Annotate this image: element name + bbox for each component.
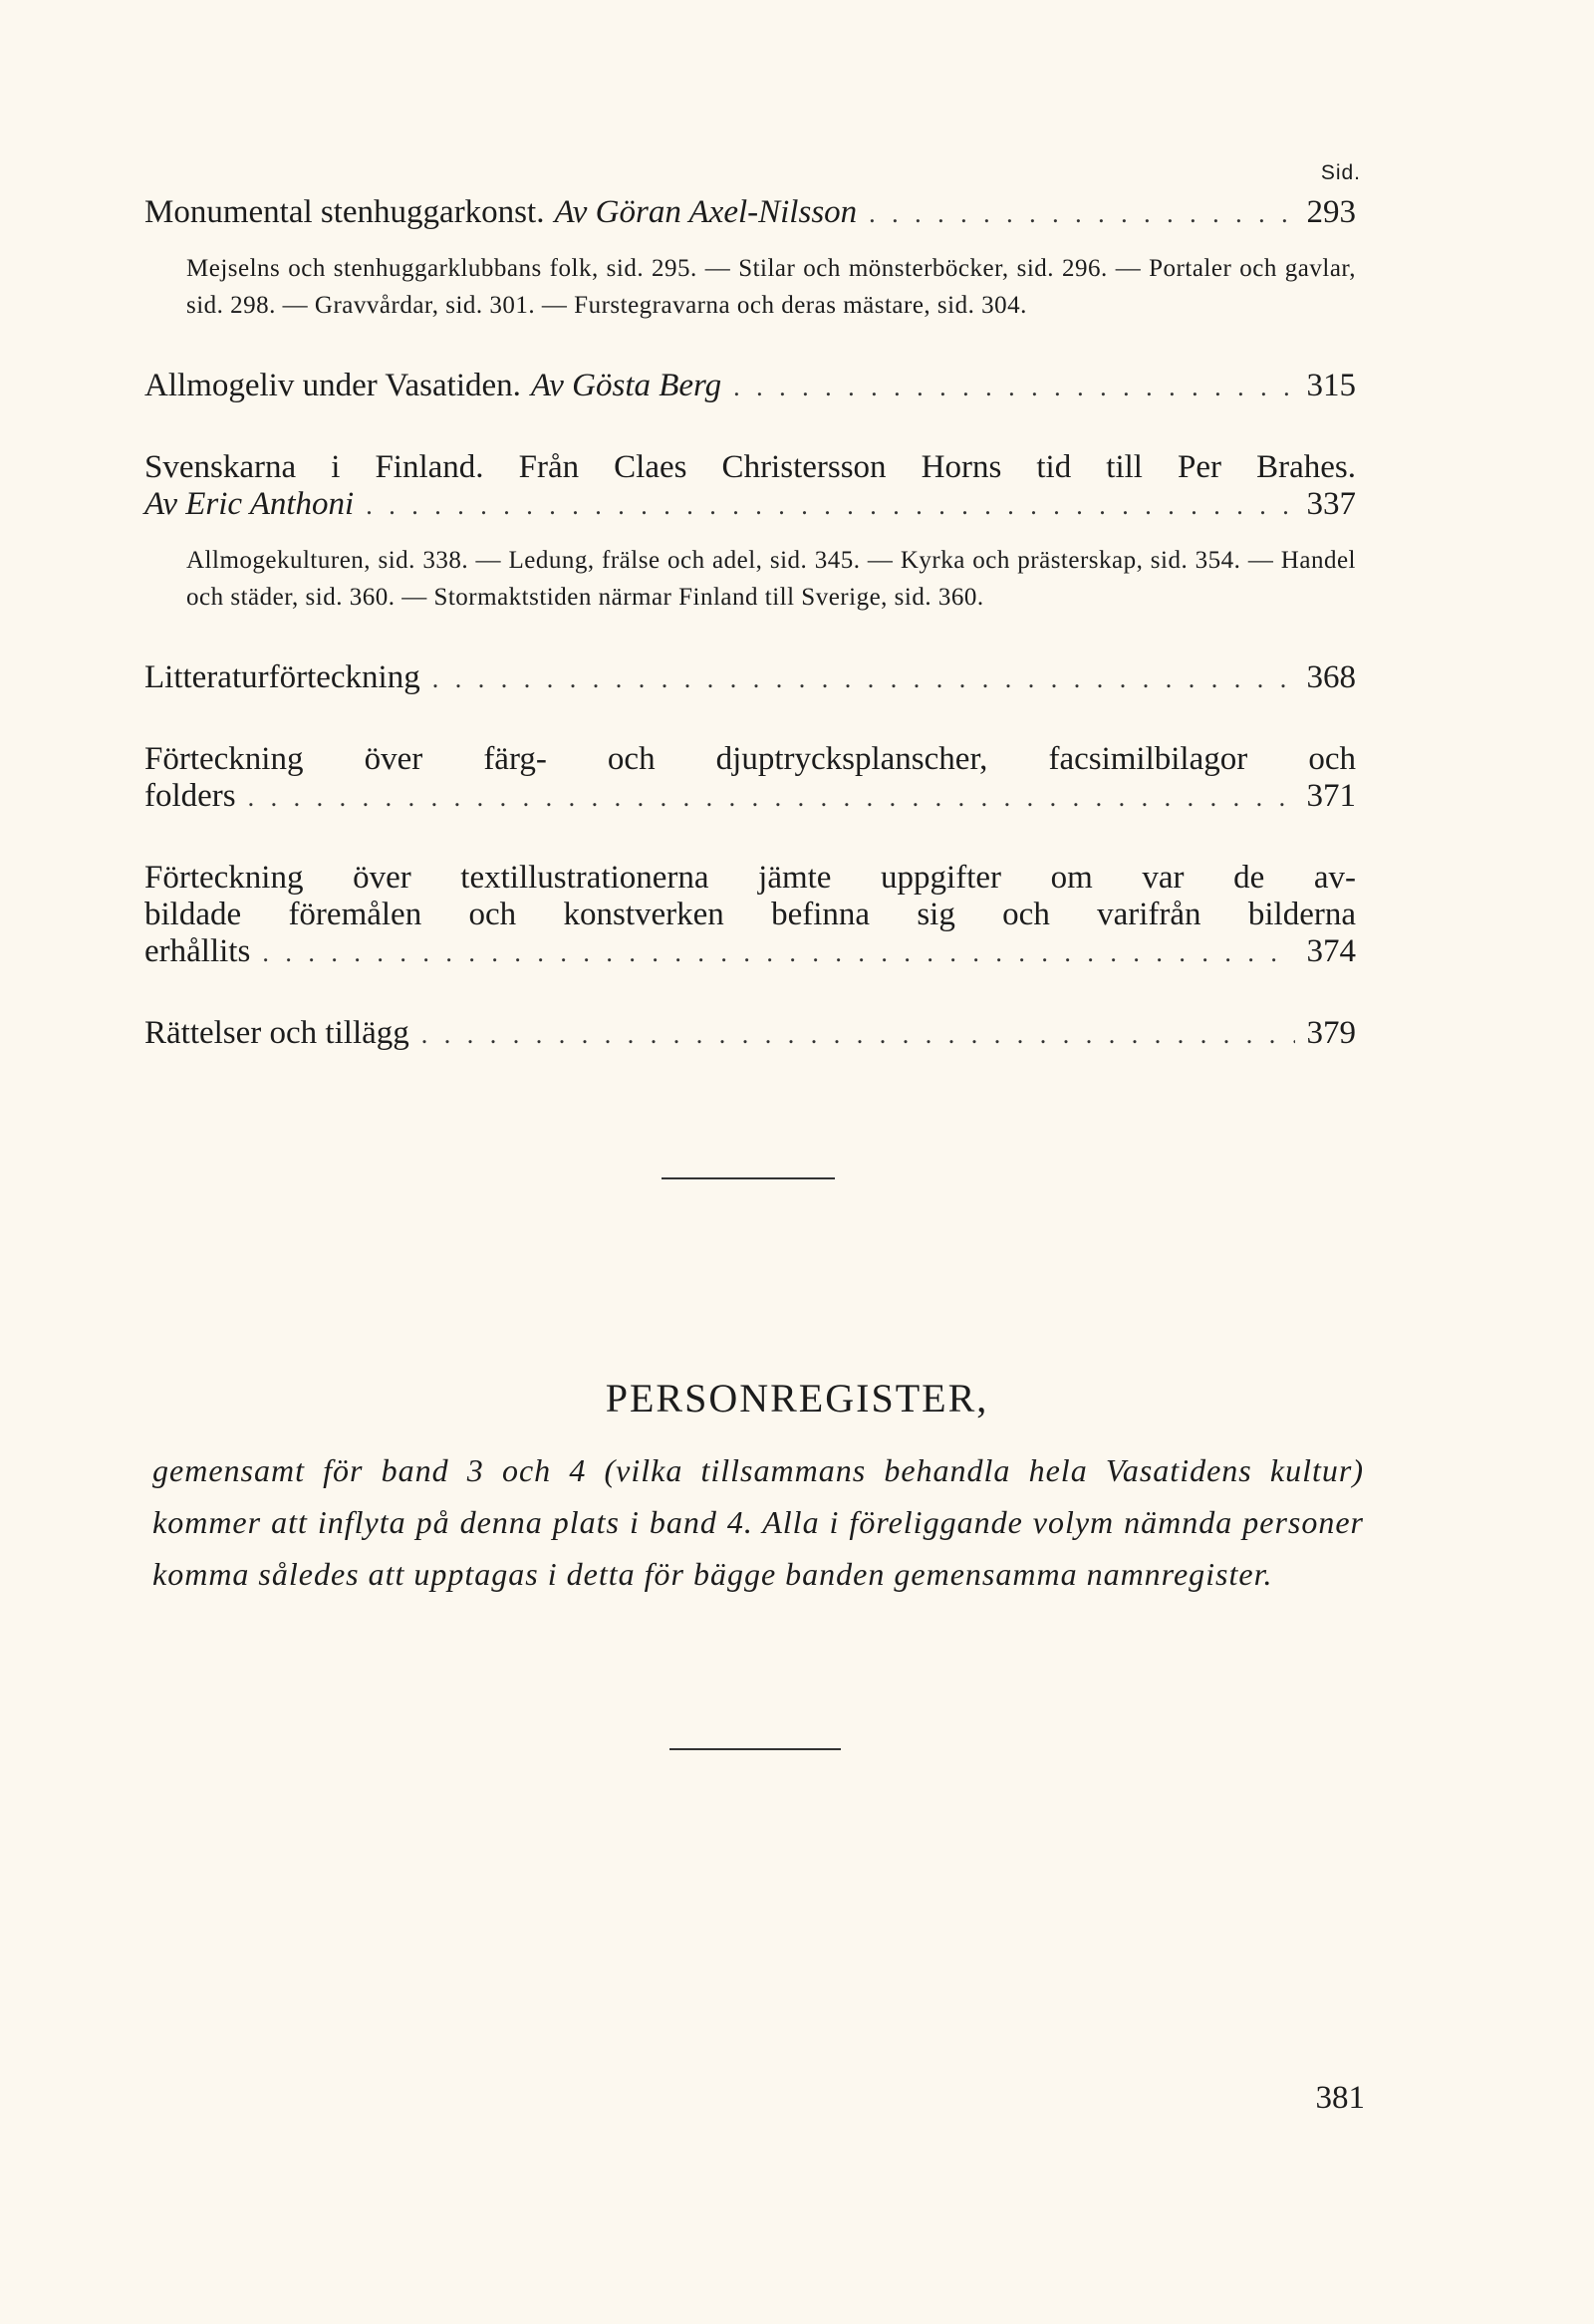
toc-entry-title-line — [144, 778, 1356, 816]
toc-entry-title: Förteckning över textillustrationerna jämte uppgifter om var de av- — [144, 860, 1356, 896]
toc-entry-allmogeliv — [144, 368, 1356, 405]
toc-entry-subsections: Allmogekulturen, sid. 338. — Ledung, frälse och adel, sid. 345. — Kyrka och prästerskap, sid. 354. — Handel och städer, sid. 360. — Stormaktstiden närmar Finland till Sverige, sid. 360. — [186, 547, 1356, 611]
toc-entry-title-line — [144, 368, 1356, 405]
toc-entry-litteraturforteckning — [144, 659, 1356, 697]
toc-entry-svenskarna-i-finland — [144, 449, 1356, 616]
divider-rule — [662, 1177, 835, 1179]
toc-entry-textillustrationer — [144, 860, 1356, 971]
register-title: PERSONREGISTER, — [605, 1376, 989, 1420]
toc-entry-author: Av Göran Axel-Nilsson — [554, 194, 858, 230]
dot-leader — [262, 934, 1294, 971]
toc-entry-title-line — [144, 933, 1356, 971]
toc-entry-title-end: erhållits — [144, 933, 251, 969]
toc-entry-page: 379 — [1306, 1015, 1356, 1051]
toc-entry-title-line — [144, 194, 1356, 232]
register-note: gemensamt för band 3 och 4 (vilka tillsammans behandla hela Vasatidens kultur) kommer att inflyta på denna plats i band 4. Alla i föreliggande volym nämnda personer komma således att upptagas i detta för bägge banden gemensamma namnregister. — [152, 1452, 1364, 1592]
toc-entry-title: bildade föremålen och konstverken befinna sig och varifrån bilderna — [144, 897, 1356, 932]
toc-entry-title-line — [144, 659, 1356, 697]
toc-entry-title: Rättelser och tillägg — [144, 1015, 409, 1051]
toc-entry-author: Av Eric Anthoni — [144, 486, 355, 522]
dot-leader — [869, 195, 1294, 232]
toc-entry-title: Monumental stenhuggarkonst. — [144, 194, 545, 230]
toc-entry-title: Litteraturförteckning — [144, 659, 420, 695]
toc-entry-page: 315 — [1306, 368, 1356, 403]
toc-entry-author: Av Gösta Berg — [530, 368, 722, 403]
dot-leader — [432, 660, 1295, 697]
toc-entry-page: 368 — [1306, 659, 1356, 695]
toc-entry-planscher — [144, 741, 1356, 816]
toc-entry-monumental-stenhuggarkonst — [144, 194, 1356, 324]
table-of-contents — [144, 194, 1356, 1053]
toc-entry-subsections: Mejselns och stenhuggarklubbans folk, sid. 295. — Stilar och mönsterböcker, sid. 296. — Portaler och gavlar, sid. 298. — Gravvårdar, sid. 301. — Furstegravarna och deras mästare, sid. 304. — [186, 255, 1356, 319]
page-column-label: Sid. — [1320, 161, 1361, 184]
dot-leader — [421, 1016, 1295, 1053]
dot-leader — [366, 487, 1294, 524]
page-number: 381 — [1315, 2080, 1365, 2116]
toc-entry-title: Svenskarna i Finland. Från Claes Christersson Horns tid till Per Brahes. — [144, 449, 1356, 485]
toc-entry-page: 293 — [1306, 194, 1356, 230]
toc-entry-page: 374 — [1306, 933, 1356, 969]
dot-leader — [248, 779, 1295, 816]
dot-leader — [733, 369, 1294, 405]
toc-entry-page: 371 — [1306, 778, 1356, 814]
toc-entry-page: 337 — [1306, 486, 1356, 522]
toc-entry-title-line — [144, 486, 1356, 524]
toc-entry-title: Förteckning över färg- och djuptrycksplanscher, facsimilbilagor och — [144, 741, 1356, 777]
divider-rule — [669, 1748, 841, 1750]
toc-entry-title-end: folders — [144, 778, 236, 814]
toc-entry-title-line — [144, 1015, 1356, 1053]
toc-entry-title: Allmogeliv under Vasatiden. — [144, 368, 521, 403]
toc-entry-rattelser — [144, 1015, 1356, 1053]
